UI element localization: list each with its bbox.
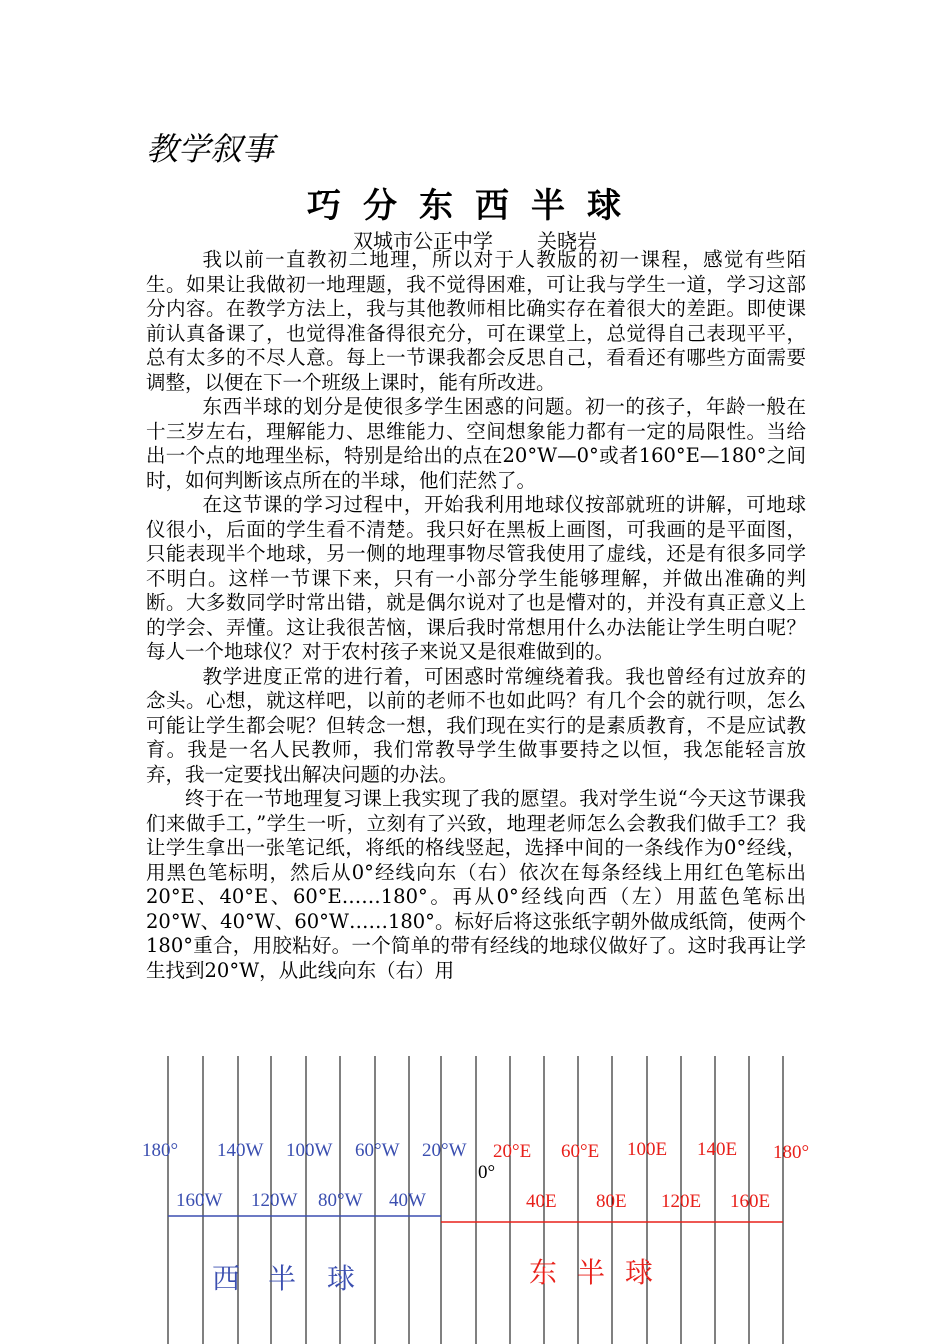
longitude-label: 140E bbox=[697, 1139, 738, 1160]
longitude-label: 100W bbox=[286, 1140, 333, 1161]
longitude-label: 60°W bbox=[355, 1140, 400, 1161]
longitude-label: 20°W bbox=[422, 1140, 467, 1161]
west-bottom-labels bbox=[176, 1190, 426, 1211]
doc-title: 巧分东西半球 bbox=[307, 186, 643, 226]
longitude-label: 160W bbox=[176, 1190, 223, 1211]
east-bottom-labels bbox=[526, 1191, 770, 1212]
longitude-label: 160E bbox=[730, 1191, 771, 1212]
longitude-label: 100E bbox=[627, 1139, 668, 1160]
prime-meridian-label: 0° bbox=[478, 1162, 496, 1183]
paragraph: 在这节课的学习过程中，开始我利用地球仪按部就班的讲解，可地球仪很小，后面的学生看不清楚。我只好在黑板上画图，可我画的是平面图，只能表现半个地球，另一侧的地理事物尽管我使用了虚线，还是有很多同学不明白。这样一节课下来，只有一小部分学生能够理解，并做出准确的判断。大多数同学时常出错，就是偶尔说对了也是懵对的，并没有真正意义上的学会、弄懂。这让我很苦恼，课后我时常想用什么办法能让学生明白呢？每人一个地球仪？对于农村孩子来说又是很难做到的。 bbox=[146, 493, 806, 663]
longitude-label: 40W bbox=[389, 1190, 426, 1211]
longitude-label: 80E bbox=[596, 1191, 627, 1212]
west-hemisphere-label bbox=[212, 1262, 355, 1295]
hemisphere-char: 西 bbox=[212, 1262, 241, 1295]
hemisphere-diagram bbox=[0, 1050, 950, 1344]
hemisphere-char: 半 bbox=[268, 1262, 297, 1295]
doc-header: 教学叙事 bbox=[146, 130, 275, 168]
longitude-label: 180° bbox=[142, 1140, 179, 1161]
longitude-label: 120E bbox=[661, 1191, 702, 1212]
hemisphere-char: 球 bbox=[327, 1262, 356, 1295]
paragraph: 教学进度正常的进行着，可困惑时常缠绕着我。我也曾经有过放弃的念头。心想，就这样吧，以前的老师不也如此吗？有几个会的就行呗，怎么可能让学生都会呢？但转念一想，我们现在实行的是素质教育，不是应试教育。我是一名人民教师，我们常教导学生做事要持之以恒，我怎能轻言放弃，我一定要找出解决问题的办法。 bbox=[146, 664, 806, 786]
longitude-label: 40E bbox=[526, 1191, 557, 1212]
longitude-label: 180° bbox=[773, 1142, 810, 1163]
paragraph: 终于在一节地理复习课上我实现了我的愿望。我对学生说“今天这节课我们来做手工，”学生一听，立刻有了兴致，地理老师怎么会教我们做手工？我让学生拿出一张笔记纸，将纸的格线竖起，选择中间的一条线作为0°经线，用黑色笔标明，然后从0°经线向东（右）依次在每条经线上用红色笔标出20°E、40°E、60°E……180°。再从0°经线向西（左）用蓝色笔标出20°W、40°W、60°W……180°。标好后将这张纸字朝外做成纸筒，使两个180°重合，用胶粘好。一个简单的带有经线的地球仪做好了。这时我再让学生找到20°W，从此线向东（右）用 bbox=[146, 787, 806, 982]
west-top-labels bbox=[142, 1140, 467, 1161]
paragraph: 东西半球的划分是使很多学生困惑的问题。初一的孩子，年龄一般在十三岁左右，理解能力、思维能力、空间想象能力都有一定的局限性。当给出一个点的地理坐标，特别是给出的点在20°W—0°或者160°E—180°之间时，如何判断该点所在的半球，他们茫然了。 bbox=[146, 395, 806, 492]
longitude-label: 60°E bbox=[561, 1141, 600, 1162]
longitude-label: 20°E bbox=[493, 1141, 532, 1162]
longitude-label: 80°W bbox=[318, 1190, 363, 1211]
hemisphere-char: 半 bbox=[577, 1256, 606, 1289]
east-top-labels bbox=[493, 1139, 809, 1163]
author-name: 关晓岩 bbox=[537, 229, 597, 253]
longitude-label: 140W bbox=[217, 1140, 264, 1161]
hemisphere-char: 东 bbox=[529, 1256, 558, 1289]
article-body bbox=[146, 248, 806, 983]
paragraph: 我以前一直教初二地理，所以对于人教版的初一课程，感觉有些陌生。如果让我做初一地理题，我不觉得困难，可让我与学生一道，学习这部分内容。在教学方法上，我与其他教师相比确实存在着很大的差距。即使课前认真备课了，也觉得准备得很充分，可在课堂上，总觉得自己表现平平，总有太多的不尽人意。每上一节课我都会反思自己，看看还有哪些方面需要调整，以便在下一个班级上课时，能有所改进。 bbox=[146, 248, 806, 394]
author-school: 双城市公正中学 bbox=[353, 229, 493, 253]
east-hemisphere-label bbox=[529, 1256, 653, 1289]
hemisphere-char: 球 bbox=[625, 1256, 654, 1289]
longitude-label: 120W bbox=[251, 1190, 298, 1211]
